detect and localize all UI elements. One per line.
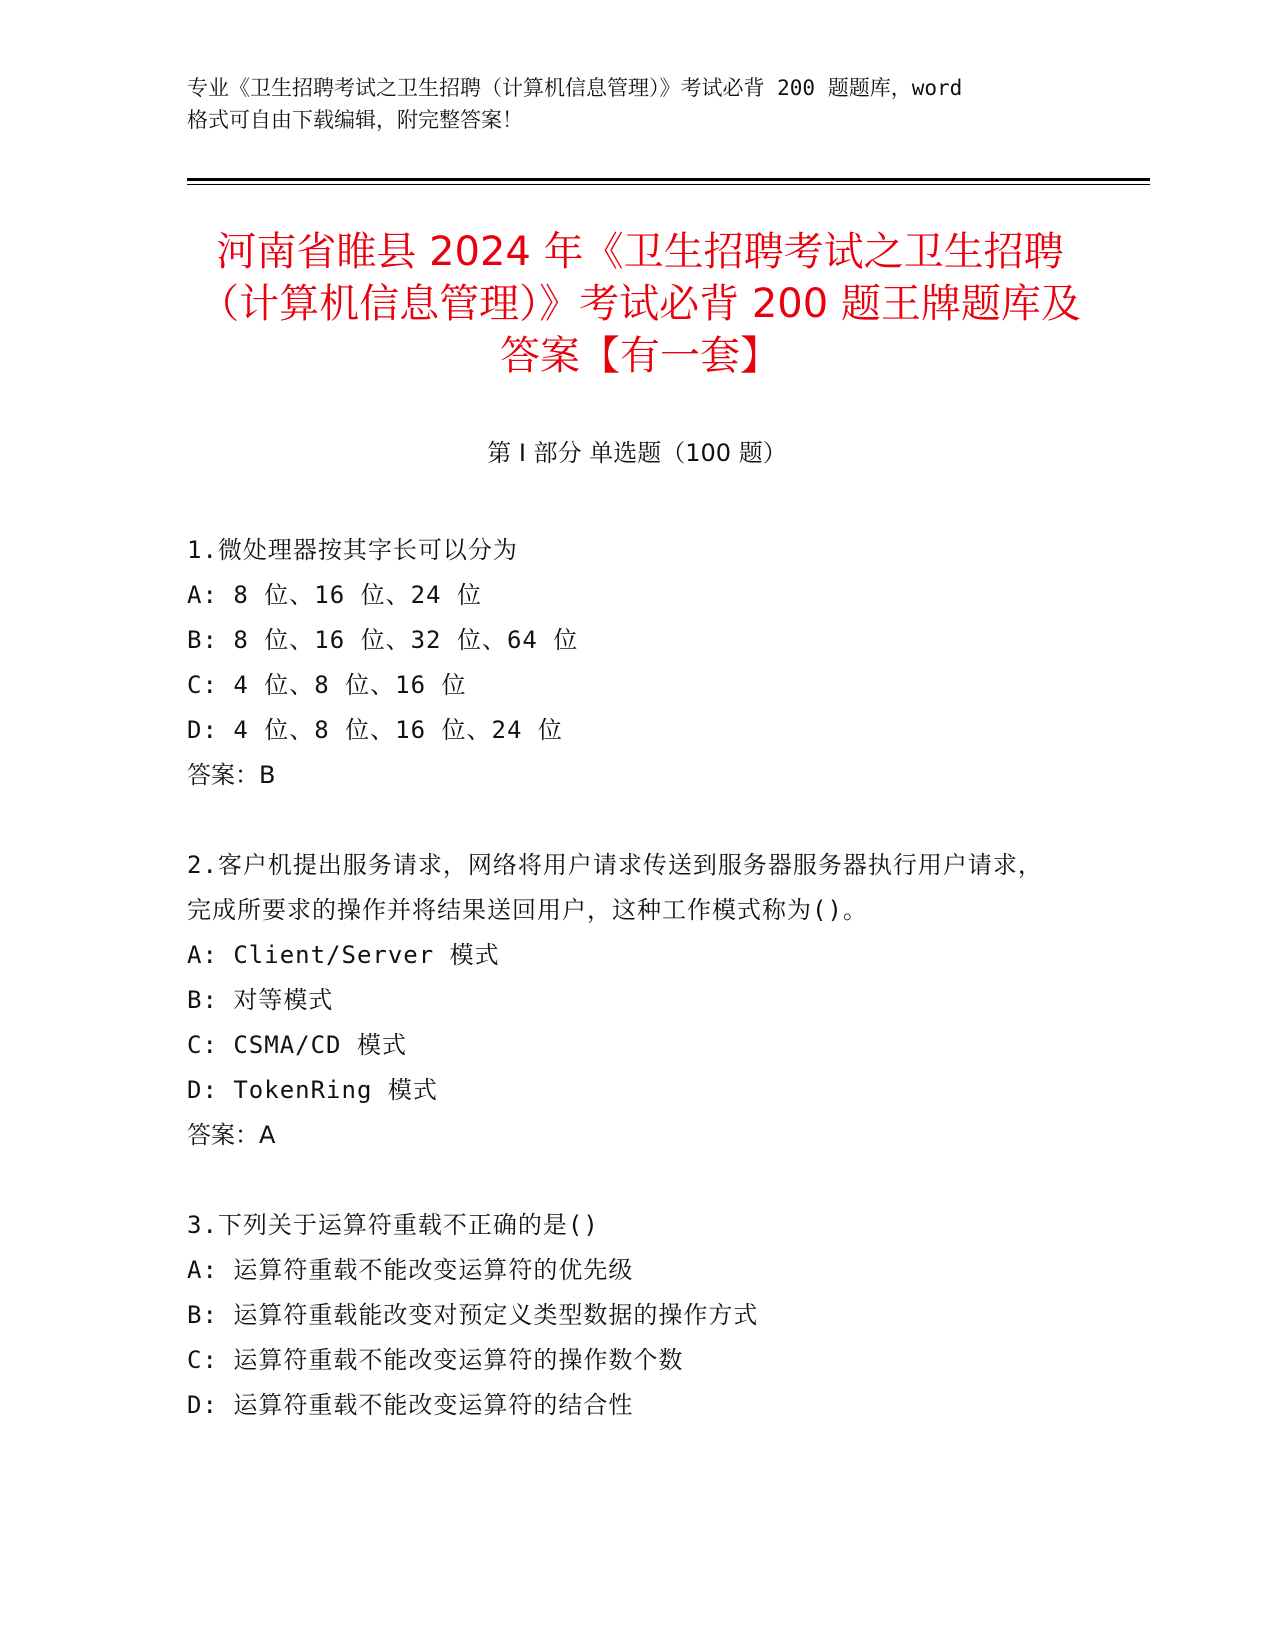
option-a: A: Client/Server 模式 <box>187 941 500 969</box>
option-d: D: TokenRing 模式 <box>187 1076 438 1104</box>
answer-line: 答案：A <box>187 1121 276 1149</box>
header-note: 专业《卫生招聘考试之卫生招聘（计算机信息管理）》考试必背 200 题题库，word 格式可自由下载编辑，附完整答案！ <box>187 76 963 132</box>
header-rule-thick <box>187 178 1150 181</box>
section-heading: 第 I 部分 单选题（100 题） <box>487 439 787 467</box>
question-3 <box>187 1203 1067 1428</box>
question-list <box>187 528 1067 1473</box>
question-stem: 1.微处理器按其字长可以分为 <box>187 536 518 564</box>
question-2 <box>187 843 1067 1158</box>
option-b: B: 8 位、16 位、32 位、64 位 <box>187 626 579 654</box>
option-c: C: 运算符重载不能改变运算符的操作数个数 <box>187 1346 684 1374</box>
option-b: B: 运算符重载能改变对预定义类型数据的操作方式 <box>187 1301 759 1329</box>
header-rule-thin <box>187 184 1150 185</box>
option-c: C: CSMA/CD 模式 <box>187 1031 407 1059</box>
option-a: A: 8 位、16 位、24 位 <box>187 581 482 609</box>
option-a: A: 运算符重载不能改变运算符的优先级 <box>187 1256 634 1284</box>
question-1 <box>187 528 1067 798</box>
question-stem: 2.客户机提出服务请求，网络将用户请求传送到服务器服务器执行用户请求，完成所要求的操作并将结果送回用户，这种工作模式称为()。 <box>187 851 1043 924</box>
option-b: B: 对等模式 <box>187 986 334 1014</box>
document-title: 河南省睢县 2024 年《卫生招聘考试之卫生招聘（计算机信息管理）》考试必背 200 题王牌题库及答案【有一套】 <box>199 229 1081 379</box>
option-d: D: 运算符重载不能改变运算符的结合性 <box>187 1391 634 1419</box>
answer-line: 答案：B <box>187 761 276 789</box>
option-c: C: 4 位、8 位、16 位 <box>187 671 467 699</box>
question-stem: 3.下列关于运算符重载不正确的是() <box>187 1211 599 1239</box>
option-d: D: 4 位、8 位、16 位、24 位 <box>187 716 563 744</box>
